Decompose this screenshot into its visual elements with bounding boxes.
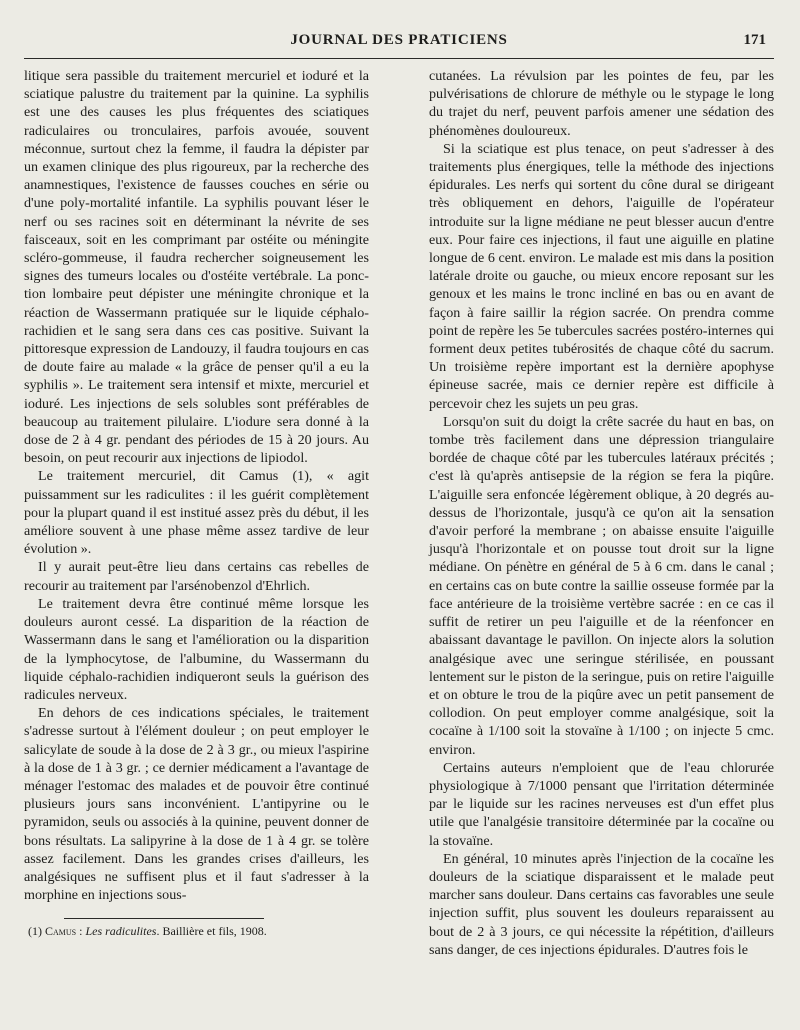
paragraph: Lorsqu'on suit du doigt la crête sacrée du haut en bas, on tombe très facilement dans une dépression triangulaire bordée de chaque côté par les tubercules latéraux précités ; c'est là qu'après antisepsie de la région se fera la piqûre. L'aiguille sera enfoncée légèrement oblique, à 20 degrés au-dessus de l'horizontale, jusqu'à ce qu'on ait la sensation d'avoir perforé la membrane ; on abaisse ensuite l'aiguille jusqu'à l'horizontale et on pousse tout droit sur la ligne médiane. On pénètre en général de 5 à 6 cm. dans le canal ; en certains cas on bute contre la saillie osseuse formée par la face antérieure de la troisième vertèbre sacrée : en ce cas il suffit de retirer un peu l'aiguille et de la réenfoncer en abaissant davantage le pavillon. On injecte alors la solution analgésique avec une seringue stérilisée, en poussant lentement sur le piston de la seringue, puis on retire l'aiguille et on obture le trou de la piqûre avec un petit pansement de collodion. On peut employer comme analgésique, soit la cocaïne à 1/100 soit la stovaïne à 1/100 ; on injecte 5 cmc. environ. [429,413,774,758]
paragraph: Si la sciatique est plus tenace, on peut s'adresser à des traitements plus énergiques, telle la méthode des injections épidurales. Les nerfs qui sortent du cône dural se dirigeant très obliquement en dehors, l'aiguille de l'opérateur introduite sur la ligne médiane ne peut blesser aucun d'entre eux. Pour faire ces injections, il faut une aiguille en platine longue de 6 cent. environ. Le malade est mis dans la position latérale droite ou gauche, ou mieux encore reposant sur les genoux et les mains le tronc incliné en bas ou en avant de façon à faire saillir la région sacrée. On prendra comme point de repère les 5e tubercules sacrées postéro-internes qui forment deux petites tubérosités de chaque côté du sacrum. Un troisième repère important est la dernière apophyse épineuse sacrée, mais ce dernier repère est difficile à percevoir chez les sujets un peu gras. [429,140,774,412]
paragraph: litique sera passible du traitement mercuriel et ioduré et la sciatique palustre du traitement par la quinine. La syphilis est une des causes les plus fréquentes des sciatiques radiculaires ou tronculaires, parfois avouée, souvent méconnue, surtout chez la femme, il faudra la dépister par un examen clinique des plus rigoureux, par la recherche des anamnestiques, l'existence de fausses couches en série ou d'une poly-mortalité infantile. La syphilis pouvant léser le nerf ou ses racines soit en déterminant la névrite de ses faisceaux, soit en les comprimant par ostéite ou méningite scléro-gommeuse, il faudra rechercher soigneusement les signes des tumeurs locales ou d'ostéite vertébrale. La ponction lombaire peut dépister une méningite chronique et la réaction de Wassermann pratiquée sur le liquide céphalo-rachidien et le sang sera dans ces cas positive. Suivant la pittoresque expression de Landouzy, il faudra toujours en cas de doute faire au malade « la grâce de penser qu'il a eu la syphilis ». Le traitement sera intensif et mixte, mercuriel et ioduré. Les injections de sels solubles sont préférables de beaucoup au traitement pilulaire. L'iodure sera donné à la dose de 2 à 4 gr. pendant des périodes de 15 à 20 jours. Au besoin, on peut recourir aux injections de lipiodol. [24,68,369,467]
paragraph: Il y aurait peut-être lieu dans certains cas rebelles de recourir au traitement par l'arsénobenzol d'Ehrlich. [24,559,369,594]
footnote-title: Les radiculites [85,924,157,939]
footnote-rule [64,918,264,919]
running-head [24,28,774,59]
footnote-publisher: . Baillière et fils, 1908. [156,924,267,939]
paragraph: Le traitement mercuriel, dit Camus (1), « agit puissamment sur les radiculites : il les guérit complètement pour la plupart quand il est institué assez près du début, il les améliore souvent à une phase même assez tardive de leur évolution ». [24,468,369,558]
paragraph: cutanées. La révulsion par les pointes de feu, par les pulvérisations de chlorure de méthyle ou le stypage le long du trajet du nerf, peuvent parfois amener une sédation des phénomènes douloureux. [429,68,774,139]
paragraph: En général, 10 minutes après l'injection de la cocaïne les douleurs de la sciatique disparaissent et le malade peut marcher sans douleur. Dans certains cas favorables une seule injection suffit, plus souvent les douleurs reparaissent au bout de 2 à 3 jours, ce qui nécessite la répétition, d'ailleurs sans danger, de ces injections épidurales. D'autres fois le [429,850,774,958]
paragraph: Le traitement devra être continué même lorsque les douleurs auront cessé. La disparition de la réaction de Wassermann dans le sang et l'amélioration ou la disparition de la lymphocytose, de l'albumine, du Wassermann du liquide céphalo-rachidien indiqueront seuls la guérison des radicules nerveux. [24,595,369,703]
page-number: 171 [743,32,766,48]
footnote-author: Camus [45,924,77,939]
right-column [429,67,774,959]
left-column [24,67,369,959]
footnote: (1) Camus : Les radiculites. Baillière et fils, 1908. [28,924,267,939]
paragraph: En dehors de ces indications spéciales, le traitement s'adresse surtout à l'élément douleur ; on peut employer le salicylate de soude à la dose de 2 à 3 gr., ou mieux l'aspirine à la dose de 1 à 3 gr. ; ce dernier médicament a l'avantage de ménager l'estomac des malades et de pouvoir être continué plusieurs jours sans inconvénient. L'antipyrine ou le pyramidon, seuls ou associés à la quinine, peuvent donner de bons résultats. La salipyrine à la dose de 1 à 4 gr. se tolère assez facilement. Dans les grandes crises d'ailleurs, les analgésiques ne suffisent plus et il faut s'adresser à la morphine en injections sous- [24,705,369,904]
text-columns [24,67,774,959]
paragraph: Certains auteurs n'emploient que de l'eau chlorurée physiologique à 7/1000 pensant que l'irritation déterminée par le liquide sur les racines nerveuses est d'un effet plus utile que l'analgésie transitoire déterminée par la cocaïne ou la stovaïne. [429,759,774,849]
journal-title: JOURNAL DES PRATICIENS [290,32,508,48]
footnote-marker: (1) [28,924,42,939]
